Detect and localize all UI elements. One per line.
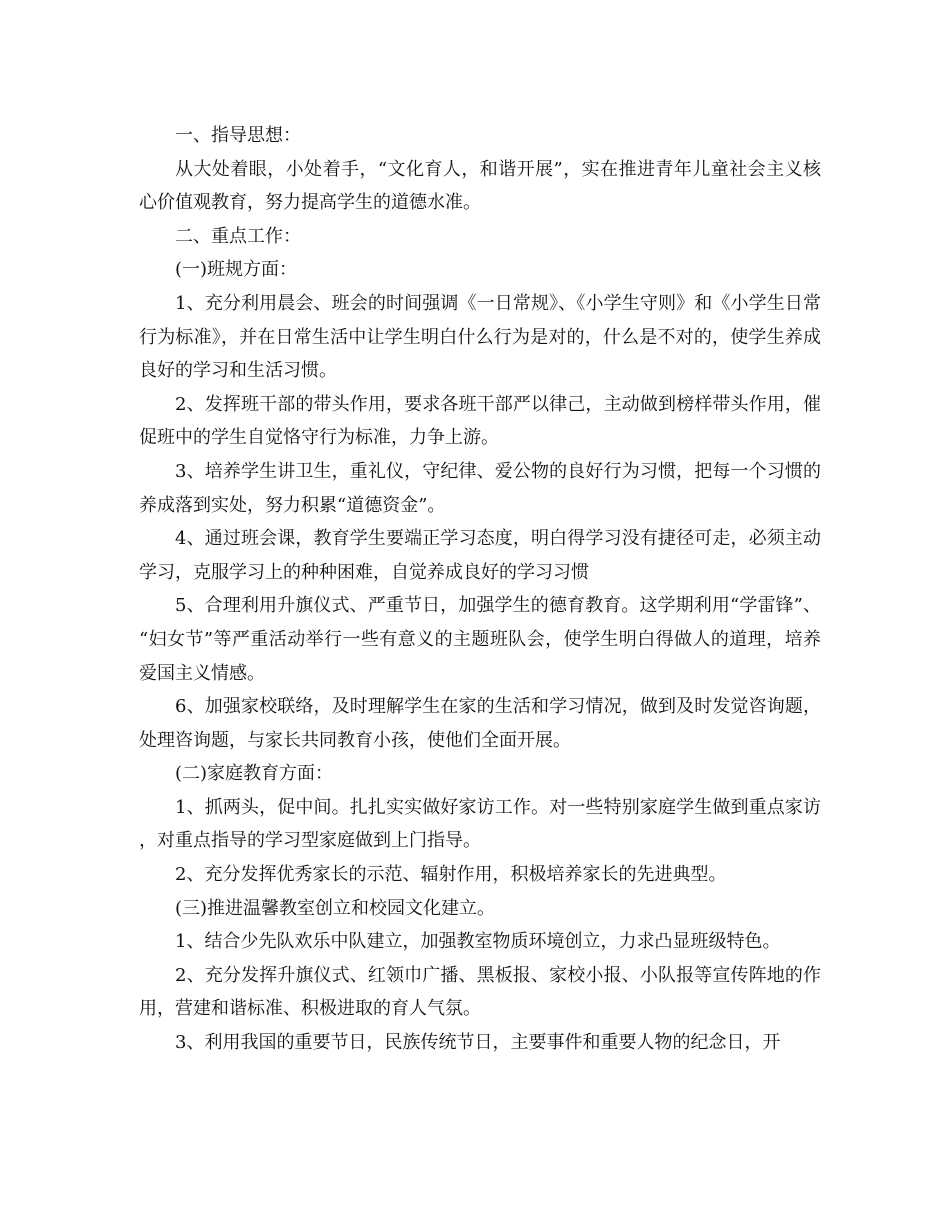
paragraph-class-rules-6: 6、加强家校联络，及时理解学生在家的生活和学习情况，做到及时发觉咨询题，处理咨询题，与家长共同教育小孩，使他们全面开展。 — [139, 696, 821, 751]
document-body — [139, 119, 821, 1060]
paragraph-class-rules-2: 2、发挥班干部的带头作用，要求各班干部严以律己，主动做到榜样带头作用，催促班中的学生自觉恪守行为标准，力争上游。 — [139, 393, 821, 449]
paragraph-family-education-2: 2、充分发挥优秀家长的示范、辐射作用，积极培养家长的先进典型。 — [175, 864, 727, 886]
subheading-family-education: (二)家庭教育方面： — [175, 763, 334, 785]
heading-guiding-thought: 一、指导思想： — [175, 125, 301, 146]
subheading-class-rules: (一)班规方面： — [175, 259, 298, 281]
paragraph-family-education-1: 1、抓两头，促中间。扎扎实实做好家访工作。对一些特别家庭学生做到重点家访，对重点指导的学习型家庭做到上门指导。 — [139, 796, 821, 852]
paragraph-warm-classroom-3: 3、利用我国的重要节日，民族传统节日，主要事件和重要人物的纪念日，开 — [175, 1032, 781, 1054]
paragraph-class-rules-3: 3、培养学生讲卫生，重礼仪，守纪律、爱公物的良好行为习惯，把每一个习惯的养成落到实处，努力积累“道德资金”。 — [139, 460, 821, 516]
paragraph-class-rules-1: 1、充分利用晨会、班会的时间强调《一日常规》、《小学生守则》和《小学生日常行为标准》，并在日常生活中让学生明白什么行为是对的，什么是不对的，使学生养成良好的学习和生活习惯。 — [139, 292, 821, 382]
paragraph-guiding-thought: 从大处着眼，小处着手，“文化育人，和谐开展”，实在推进青年儿童社会主义核心价值观教育，努力提高学生的道德水准。 — [139, 158, 821, 214]
subheading-warm-classroom: (三)推进温馨教室创立和校园文化建立。 — [175, 897, 496, 919]
heading-key-work: 二、重点工作： — [175, 225, 301, 247]
paragraph-warm-classroom-2: 2、充分发挥升旗仪式、红领巾广播、黑板报、家校小报、小队报等宣传阵地的作用，营建和谐标准、积极进取的育人气氛。 — [139, 964, 821, 1020]
paragraph-warm-classroom-1: 1、结合少先队欢乐中队建立，加强教室物质环境创立，力求凸显班级特色。 — [175, 931, 781, 953]
paragraph-class-rules-4: 4、通过班会课，教育学生要端正学习态度，明白得学习没有捷径可走，必须主动学习，克服学习上的种种困难，自觉养成良好的学习习惯 — [139, 528, 821, 583]
paragraph-class-rules-5: 5、合理利用升旗仪式、严重节日，加强学生的德育教育。这学期利用“学雷锋”、“妇女节”等严重活动举行一些有意义的主题班队会，使学生明白得做人的道理，培养爱国主义情感。 — [139, 595, 821, 684]
